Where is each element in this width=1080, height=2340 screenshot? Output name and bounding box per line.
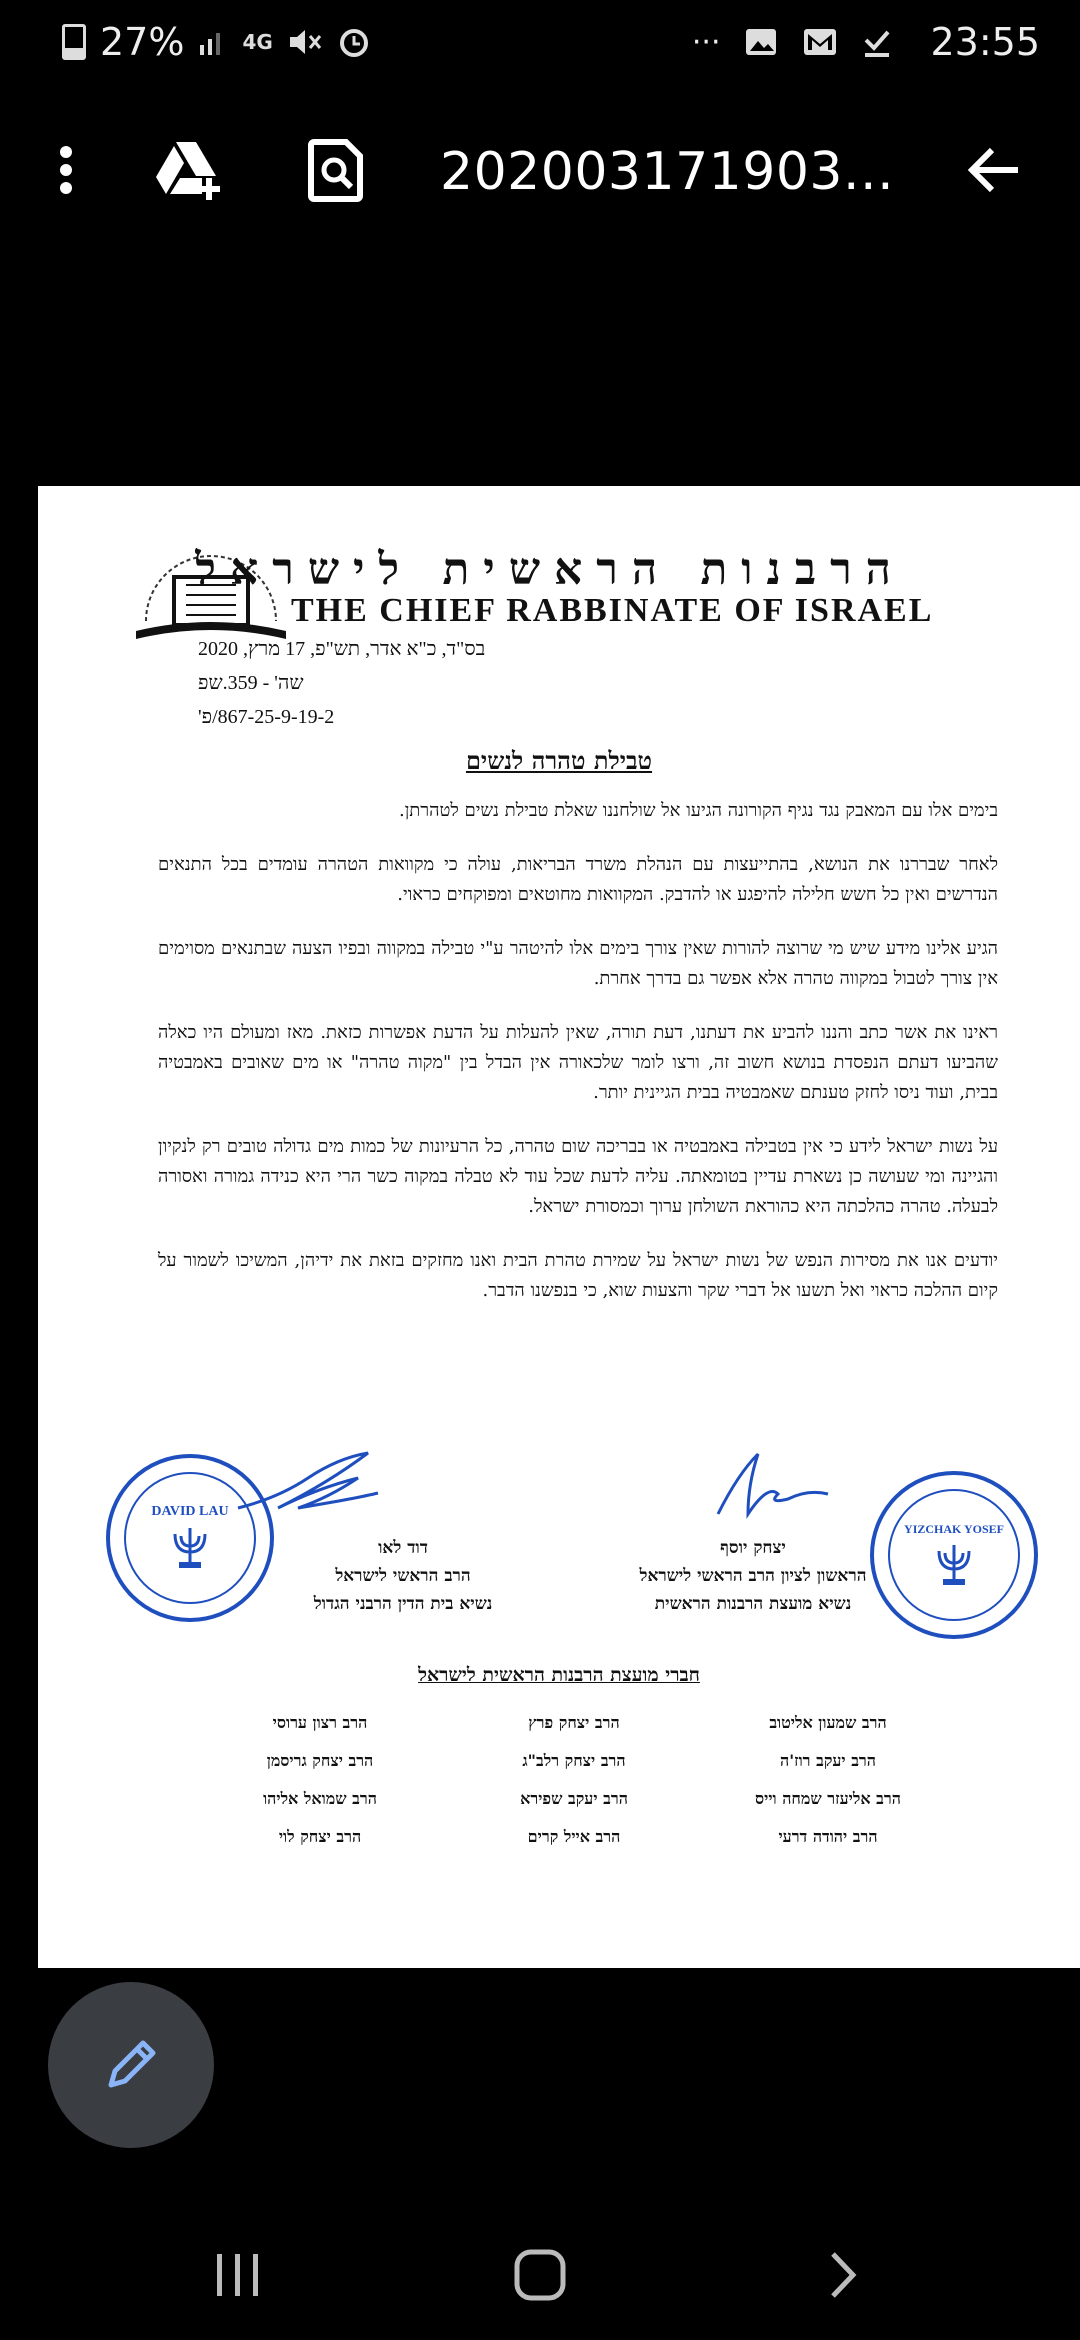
signatory-left-title2: נשיא בית הדין הרבני הגדול <box>313 1594 493 1614</box>
file-number: 867-25-9-19-2/פ' <box>198 706 335 728</box>
status-left <box>62 18 371 66</box>
chevron-right-icon <box>827 2250 861 2300</box>
council-member: הרב יצחק פרץ <box>528 1713 620 1732</box>
system-nav-bar <box>0 2220 1080 2320</box>
arrow-back-icon <box>966 146 1022 194</box>
clock: 23:55 <box>930 20 1040 64</box>
paragraph: בימים אלו עם המאבק נגד נגיף הקורונה הגיעו אל שולחננו שאלת טבילת נשים לטהרתן. <box>398 800 998 821</box>
signature-left <box>228 1448 398 1528</box>
council-members-list <box>193 1708 955 1852</box>
back-button[interactable] <box>954 130 1034 210</box>
paragraph: לאחר שבררנו את הנושא, בהתייעצות עם הנהלת משרד הבריאות, עולה כי מקוואות הטהרה עומדים בכל התנאים הנדרשים ואין כל חשש חלילה להיפגע או להדבק. המקוואות מחוטאים ומפוקחים כראוי. <box>158 854 998 905</box>
edit-fab-button[interactable] <box>48 1982 214 2148</box>
ref-line: שה' - 359.שפ <box>198 672 304 694</box>
council-member: הרב יצחק לוי <box>278 1827 362 1846</box>
add-to-drive-button[interactable] <box>150 130 230 210</box>
council-member: הרב יעקב שפירא <box>520 1789 628 1808</box>
paragraph: ראינו את אשר כתב והננו להביע את דעתנו, דעת תורה, שאין להעלות על הדעת אפשרות כזאת. מאז ומעולם היו כאלה שהביעו דעתם הנפסדת בנושא חשוב זה, ורצו לומר שלכאורה אין הבדל בין "מקוה טהרה" או מים שאובים באמבטיה בבית, ועוד ניסו לחזק טענתם שאמבטיה בבית הגיינית יותר. <box>158 1022 998 1103</box>
council-member: הרב אייל קרים <box>527 1827 621 1846</box>
gmail-icon <box>802 26 838 58</box>
find-in-page-icon <box>308 138 364 202</box>
paragraph: יודעים אנו את מסירות הנפש של נשות ישראל על שמירת טהרת הבית ואנו מחזקים בזאת את ידיהן, המשיכו לשמור על קיום ההלכה כראוי ואל תשעו אל דברי שקר והצעות שוא, כי בנפשנו הדבר. <box>158 1250 998 1301</box>
signatory-left-title: הרב הראשי לישראל <box>335 1566 471 1586</box>
status-right <box>692 18 1040 66</box>
signatory-right-block <box>618 1534 888 1618</box>
council-member: הרב שמעון אליטוב <box>769 1713 887 1732</box>
council-member: הרב אליעזר שמחה וייס <box>755 1789 901 1808</box>
paragraph: על נשות ישראל לידע כי אין בטבילה באמבטיה או בבריכה שום טהרה, כל הרעיונות של כמות מים גדולה טובים רק לנקיון והגיינה ומי שעושה כן נשארת עדיין בטומאתה. עליה לדעת שכל עוד לא טבלה במקוה כשר הרי היא כנידה גמורה ואסורה לבעלה. טהרה כהלכתה היא כהוראת השולחן ערוך וכמסורת ישראל. <box>158 1136 998 1217</box>
signatory-left-name: דוד לאו <box>378 1538 428 1558</box>
date-line: בס"ד, כ"א אדר, תש"פ, 17 מרץ, 2020 <box>198 638 486 660</box>
pencil-icon <box>101 2035 161 2095</box>
app-bar <box>0 120 1080 220</box>
council-member: הרב רצון ערוסי <box>272 1713 368 1732</box>
back-nav-button[interactable] <box>804 2240 884 2310</box>
council-member: הרב שמואל אליהו <box>263 1789 377 1808</box>
file-name-title: 202003171903... <box>440 142 895 202</box>
more-options-button[interactable] <box>26 130 106 210</box>
drive-add-icon <box>154 138 226 202</box>
letterhead-english: THE CHIEF RABBINATE OF ISRAEL <box>291 592 934 629</box>
menorah-emblem-icon <box>931 1537 977 1589</box>
recents-button[interactable] <box>198 2240 278 2310</box>
home-button[interactable] <box>500 2240 580 2310</box>
signatory-right-name: יצחק יוסף <box>720 1538 786 1558</box>
stamp-right <box>870 1471 1038 1639</box>
home-icon <box>513 2248 567 2302</box>
document-title: טבילת טהרה לנשים <box>465 746 653 775</box>
paragraph: הגיע אלינו מידע שיש מי שרוצה להורות שאין צורך בימים אלו להיטהר ע"י טבילה במקווה ובפיו הצעה שבתנאים מסוימים אין צורך לטבול במקווה טהרה אלא אפשר גם בדרך אחרת. <box>158 938 998 989</box>
more-vert-icon <box>58 144 74 196</box>
stamp-left-text: DAVID LAU <box>151 1504 229 1519</box>
letterhead-hebrew: הרבנות הראשית לישראל <box>195 544 905 595</box>
stamp-right-text: YIZCHAK YOSEF <box>904 1521 1004 1536</box>
council-member: הרב יצחק גריסמן <box>266 1751 374 1770</box>
alarm-icon <box>337 25 371 59</box>
signatory-right-title: הראשון לציון הרב הראשי לישראל <box>639 1566 867 1586</box>
signatory-left-block <box>288 1534 518 1618</box>
gallery-icon <box>744 25 778 59</box>
download-done-icon <box>862 26 892 58</box>
more-notifications-icon: ··· <box>691 24 721 60</box>
recents-icon <box>213 2252 263 2298</box>
council-member: הרב יהודה דרעי <box>778 1827 878 1846</box>
document-meta <box>198 632 485 734</box>
council-member: הרב יצחק רלב"ג <box>522 1751 626 1770</box>
document-page[interactable] <box>38 486 1080 1968</box>
battery-percent: 27% <box>100 20 185 64</box>
search-in-document-button[interactable] <box>296 130 376 210</box>
network-type: 4G <box>242 30 273 54</box>
battery-icon <box>62 24 86 60</box>
mute-icon <box>287 26 323 58</box>
signature-right <box>698 1444 838 1534</box>
council-member: הרב יעקב רוז'ה <box>780 1751 876 1770</box>
council-title: חברי מועצת הרבנות הראשית לישראל <box>418 1664 700 1686</box>
status-bar <box>0 0 1080 84</box>
signal-icon <box>198 27 228 57</box>
menorah-emblem-icon <box>167 1520 213 1572</box>
signatory-right-title2: נשיא מועצת הרבנות הראשית <box>654 1594 852 1614</box>
document-body <box>158 796 998 1330</box>
